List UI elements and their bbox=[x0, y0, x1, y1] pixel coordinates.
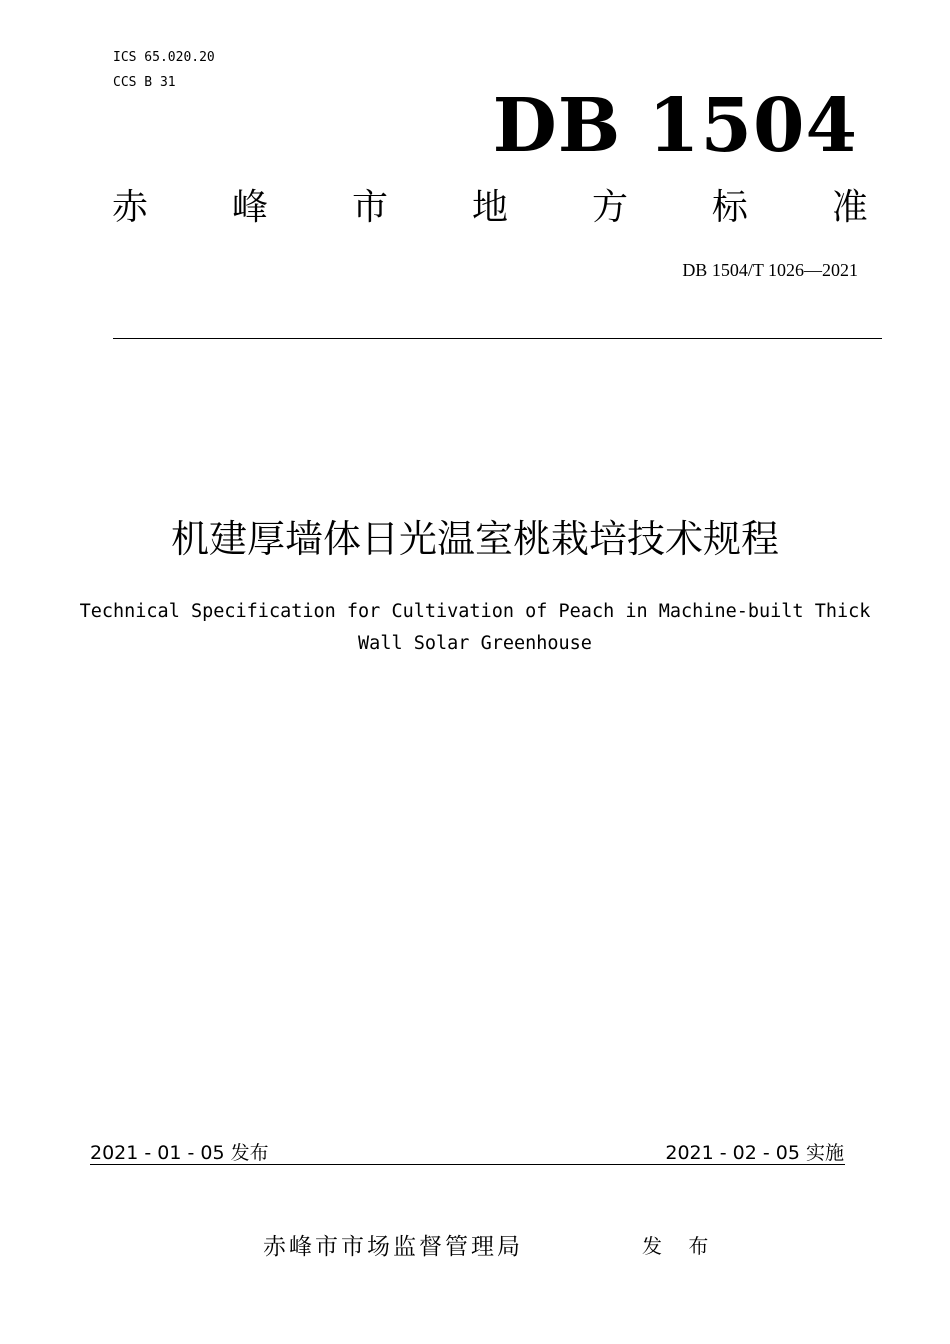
title-english-line2: Wall Solar Greenhouse bbox=[358, 633, 592, 654]
issue-label: 发 布 bbox=[642, 1234, 719, 1258]
issuing-authority: 赤峰市市场监督管理局 bbox=[263, 1234, 523, 1260]
ccs-code: CCS B 31 bbox=[113, 75, 176, 90]
standard-type-char: 标 bbox=[711, 187, 748, 228]
standard-type bbox=[112, 184, 868, 232]
footer-divider bbox=[90, 1164, 845, 1165]
ics-code: ICS 65.020.20 bbox=[113, 50, 215, 65]
release-date: 2021 - 01 - 05 发布 bbox=[90, 1142, 269, 1164]
standard-number: DB 1504/T 1026—2021 bbox=[682, 260, 858, 280]
standard-type-char: 地 bbox=[471, 187, 508, 228]
standard-type-char: 方 bbox=[591, 187, 628, 228]
implementation-date: 2021 - 02 - 05 实施 bbox=[665, 1142, 844, 1164]
standard-type-char: 赤 bbox=[112, 187, 149, 228]
standard-type-char: 峰 bbox=[231, 187, 268, 228]
title-chinese: 机建厚墙体日光温室桃栽培技术规程 bbox=[170, 517, 779, 561]
header-divider bbox=[113, 338, 882, 339]
standard-code: DB 1504 bbox=[492, 83, 858, 169]
title-english-line1: Technical Specification for Cultivation of Peach in Machine-built Thick bbox=[79, 601, 871, 622]
standard-type-char: 市 bbox=[351, 187, 388, 228]
standard-type-char: 准 bbox=[831, 187, 868, 228]
